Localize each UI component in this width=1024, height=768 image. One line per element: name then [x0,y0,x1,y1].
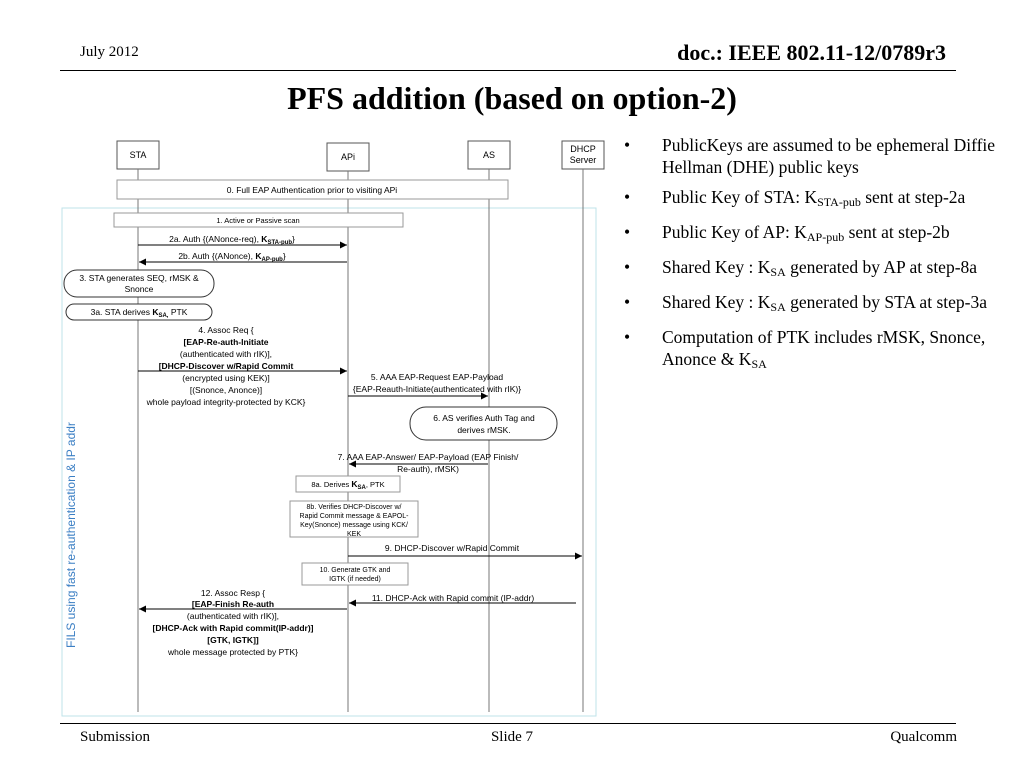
dhcp-entity-label-1: DHCP [570,144,596,154]
bullet-item [622,326,998,375]
bullet-item [622,256,998,283]
step8a-text: 8a. Derives $K_{SA}$, PTK [311,479,385,491]
step10-text-2: IGTK (if needed) [329,576,381,583]
step7-text-1: 7. AAA EAP-Answer/ EAP-Payload (EAP Finish/ [337,452,519,462]
step4-text-2: [EAP-Re-auth-Initiate [183,337,269,347]
bullet-list [622,134,998,383]
step8b-text-1: 8b. Verifies DHCP-Discover w/ [306,504,402,511]
bullet-item [622,134,998,178]
bullet-subscript: SA [770,300,786,314]
sta-entity-label: STA [129,150,147,160]
step2a-text: 2a. Auth {(ANonce-req), $K_{STA-pub}$} [169,234,295,246]
bullet-item [622,186,998,213]
step3-text-1: 3. STA generates SEQ, rMSK & [79,273,199,283]
step4-text-3: (authenticated with rIK)], [179,349,273,359]
header-date: July 2012 [80,44,139,60]
bullet-text: Public Key of STA: K [662,187,818,207]
header-doc-id: doc.: IEEE 802.11-12/0789r3 [677,40,946,65]
step12-text-1: 12. Assoc Resp { [200,588,266,598]
step12-text-3: (authenticated with rIK)], [186,611,280,621]
bullet-text: Public Key of AP: K [662,222,807,242]
step9-text: 9. DHCP-Discover w/Rapid Commit [384,543,520,553]
step5-text-2: {EAP-Reauth-Initiate(authenticated with rIK)} [352,384,522,394]
dhcp-entity-label-2: Server [569,155,597,165]
bullet-item [622,291,998,318]
step4-text-1: 4. Assoc Req { [198,325,254,335]
step12-text-2: [EAP-Finish Re-auth [191,599,275,609]
slide-title: PFS addition (based on option-2) [287,80,737,116]
step4-text-7: whole payload integrity-protected by KCK} [146,397,306,407]
bullet-text: Shared Key : K [662,257,771,277]
bullet-text: Computation of PTK includes rMSK, Snonce, Anonce & K [662,327,986,369]
step1-text: 1. Active or Passive scan [216,216,300,225]
bullet-subscript: SA [751,357,767,371]
bullet-text: generated by AP at step-8a [785,257,978,277]
step4-text-5: (encrypted using KEK)] [182,373,270,383]
bullet-subscript: SA [770,265,786,279]
step2b-text: 2b. Auth {(ANonce), $K_{AP-pub}$} [178,251,286,263]
step6-box [410,407,557,440]
bullet-text: generated by STA at step-3a [785,292,987,312]
step4-text-6: [(Snonce, Anonce)] [189,385,263,395]
step7-text-2: Re-auth), rMSK) [397,464,459,474]
footer-company: Qualcomm [890,729,957,745]
bullet-text: Shared Key : K [662,292,771,312]
step11-text: 11. DHCP-Ack with Rapid commit (IP-addr) [371,593,535,603]
fils-vertical-label: FILS using fast re-authentication & IP addr [64,422,78,648]
footer-submission: Submission [80,729,151,745]
step12-text-5: [GTK, IGTK]] [207,635,259,645]
step3-text-2: Snonce [124,284,154,294]
step12-text-6: whole message protected by PTK} [168,647,298,657]
step8b-text-3: Key(Snonce) message using KCK/ [300,522,408,529]
bullet-text: sent at step-2b [844,222,950,242]
bullet-subscript: STA-pub [817,195,861,209]
step5-text-1: 5. AAA EAP-Request EAP-Payload [370,372,504,382]
step12-text-4: [DHCP-Ack with Rapid commit(IP-addr)] [152,623,314,633]
bullet-subscript: AP-pub [806,230,845,244]
step10-text-1: 10. Generate GTK and [319,567,391,574]
step8b-text-4: KEK [346,531,362,538]
step4-text-4: [DHCP-Discover w/Rapid Commit [158,361,294,371]
step8b-text-2: Rapid Commit message & EAPOL- [299,513,409,520]
footer-rule [60,723,956,724]
step3a-text: 3a. STA derives $K_{SA,}$ PTK [90,307,188,319]
step6-text-2: derives rMSK. [457,425,511,435]
step0-text: 0. Full EAP Authentication prior to visiting APi [226,185,398,195]
as-entity-label: AS [482,150,496,160]
step6-text-1: 6. AS verifies Auth Tag and [433,413,535,423]
bullet-text: sent at step-2a [860,187,966,207]
bullet-text: PublicKeys are assumed to be ephemeral Diffie Hellman (DHE) public keys [662,135,996,177]
footer-slide-number: Slide 7 [490,729,534,745]
ap-entity-label: APi [340,152,356,162]
bullet-item [622,221,998,248]
